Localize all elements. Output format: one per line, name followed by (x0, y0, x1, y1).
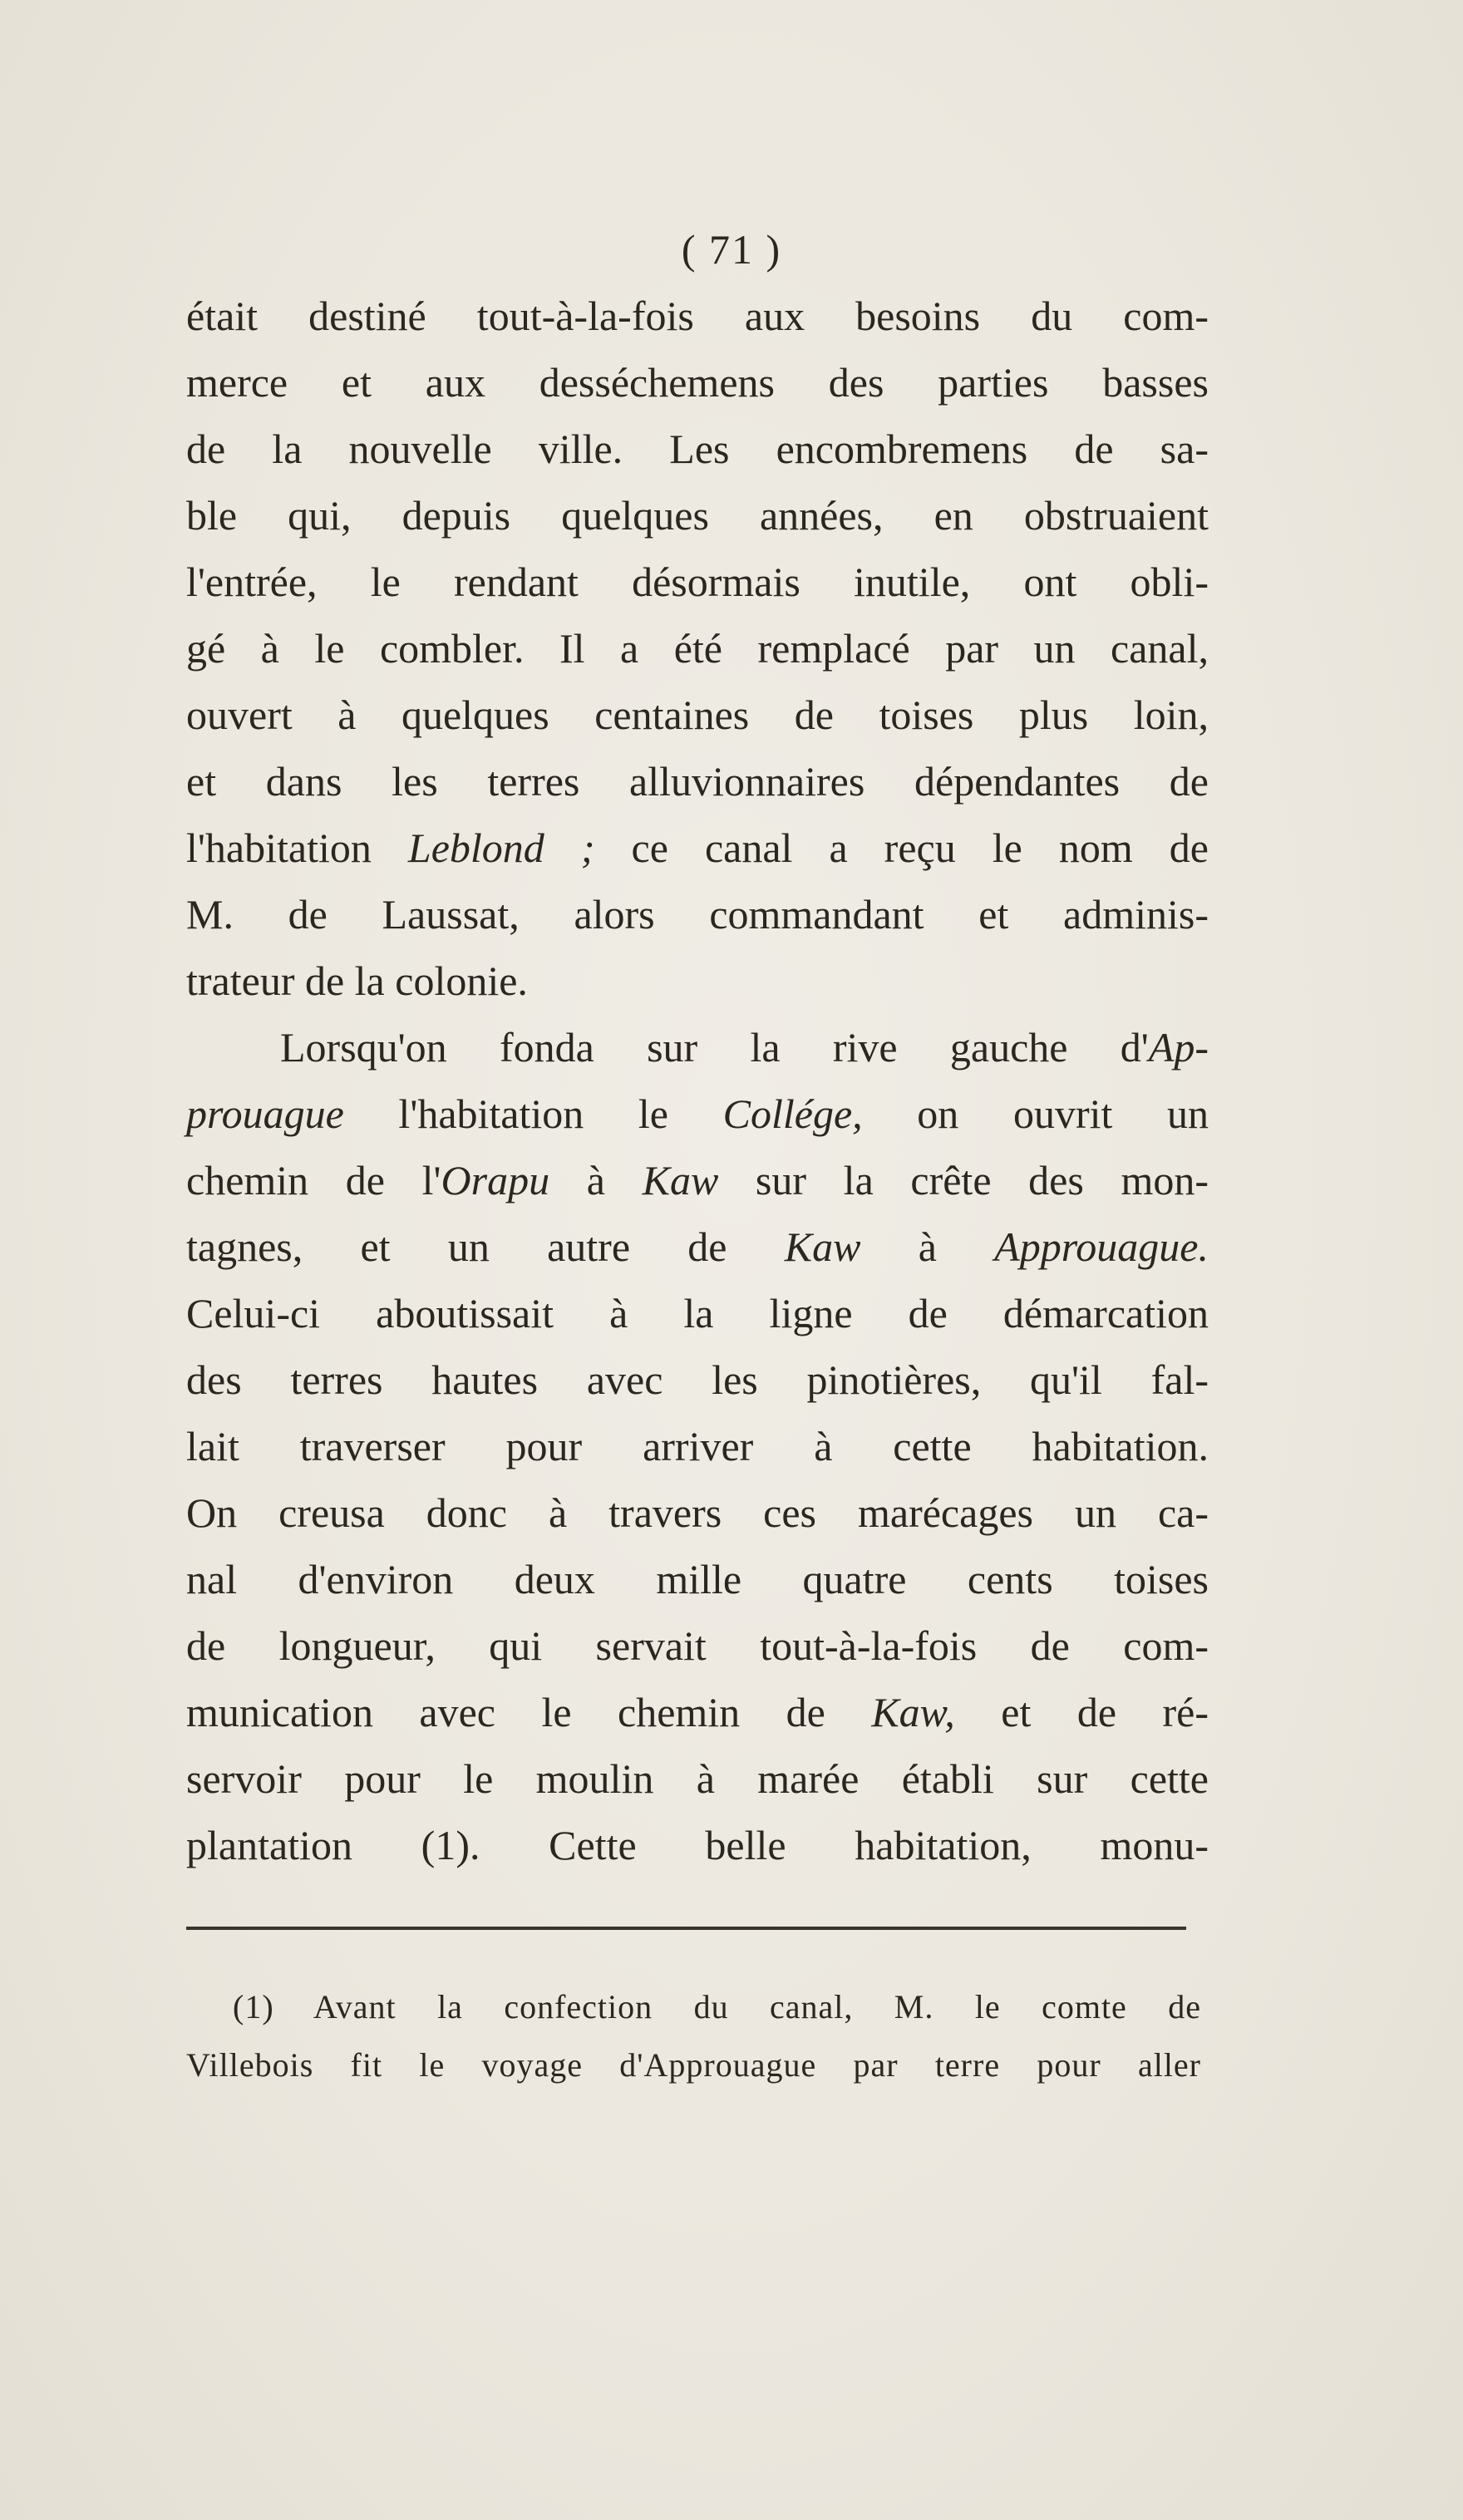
text-run: chemin de l' (186, 1157, 441, 1203)
footnote-line: Villebois fit le voyage d'Approuague par terre pour aller (186, 2046, 1201, 2084)
text-run-italic: Orapu (441, 1157, 550, 1203)
text-run: à (860, 1223, 995, 1270)
text-line: trateur de la colonie. (186, 957, 528, 1004)
text-line (186, 1080, 1209, 1147)
text-line: plantation (1). Cette belle habitation, monu- (186, 1822, 1209, 1868)
text-line (186, 1014, 1209, 1080)
text-line: de la nouvelle ville. Les encombremens de sa- (186, 426, 1209, 472)
text-run: Lorsqu'on fonda sur la rive gauche d' (280, 1024, 1149, 1071)
text-line: l'entrée, le rendant désormais inutile, ont obli- (186, 559, 1209, 605)
text-line: M. de Laussat, alors commandant et adminis- (186, 891, 1209, 938)
footnote-divider (186, 1927, 1186, 1930)
text-run: tagnes, et un autre de (186, 1223, 785, 1270)
text-line (186, 1213, 1209, 1280)
text-run-italic: Kaw (642, 1157, 719, 1203)
text-run: sur la crête des mon- (718, 1157, 1209, 1203)
text-run-italic: prouague (186, 1090, 344, 1137)
footnote-line: (1) Avant la confection du canal, M. le comte de (233, 1988, 1201, 2025)
text-run: l'habitation (186, 824, 408, 871)
text-line: Celui-ci aboutissait à la ligne de démarcation (186, 1290, 1209, 1336)
text-run: l'habitation le (343, 1090, 723, 1137)
text-line: nal d'environ deux mille quatre cents toises (186, 1556, 1209, 1602)
text-line: était destiné tout-à-la-fois aux besoins du com- (186, 293, 1209, 339)
text-line (186, 1679, 1209, 1745)
text-run-italic: Ap- (1148, 1024, 1209, 1071)
text-run: ce canal a reçu le nom de (594, 824, 1209, 871)
text-line (186, 815, 1209, 881)
text-run-italic: Kaw, (871, 1689, 955, 1735)
text-run-italic: Kaw (784, 1223, 861, 1270)
text-line (186, 1147, 1209, 1213)
text-line: On creusa donc à travers ces marécages un ca- (186, 1489, 1209, 1536)
text-line: merce et aux desséchemens des parties basses (186, 359, 1209, 406)
text-line: de longueur, qui servait tout-à-la-fois de com- (186, 1622, 1209, 1669)
text-run: munication avec le chemin de (186, 1689, 872, 1735)
text-run: à (549, 1157, 643, 1203)
text-run-italic: Approuague. (994, 1223, 1209, 1270)
main-text (186, 283, 1209, 1878)
text-run: et de ré- (954, 1689, 1209, 1735)
text-line: gé à le combler. Il a été remplacé par un canal, (186, 625, 1209, 672)
text-line: ouvert à quelques centaines de toises plus loin, (186, 692, 1209, 738)
text-line: des terres hautes avec les pinotières, qu'il fal- (186, 1356, 1209, 1403)
page-number: ( 71 ) (681, 226, 782, 273)
text-line: servoir pour le moulin à marée établi sur cette (186, 1755, 1209, 1802)
text-line: et dans les terres alluvionnaires dépendantes de (186, 758, 1209, 805)
text-line: lait traverser pour arriver à cette habitation. (186, 1423, 1209, 1469)
text-line: ble qui, depuis quelques années, en obstruaient (186, 492, 1209, 539)
text-run-italic: Leblond ; (407, 824, 595, 871)
text-run-italic: Collége, (722, 1090, 863, 1137)
text-run: on ouvrit un (862, 1090, 1209, 1137)
footnote (186, 1978, 1201, 2094)
